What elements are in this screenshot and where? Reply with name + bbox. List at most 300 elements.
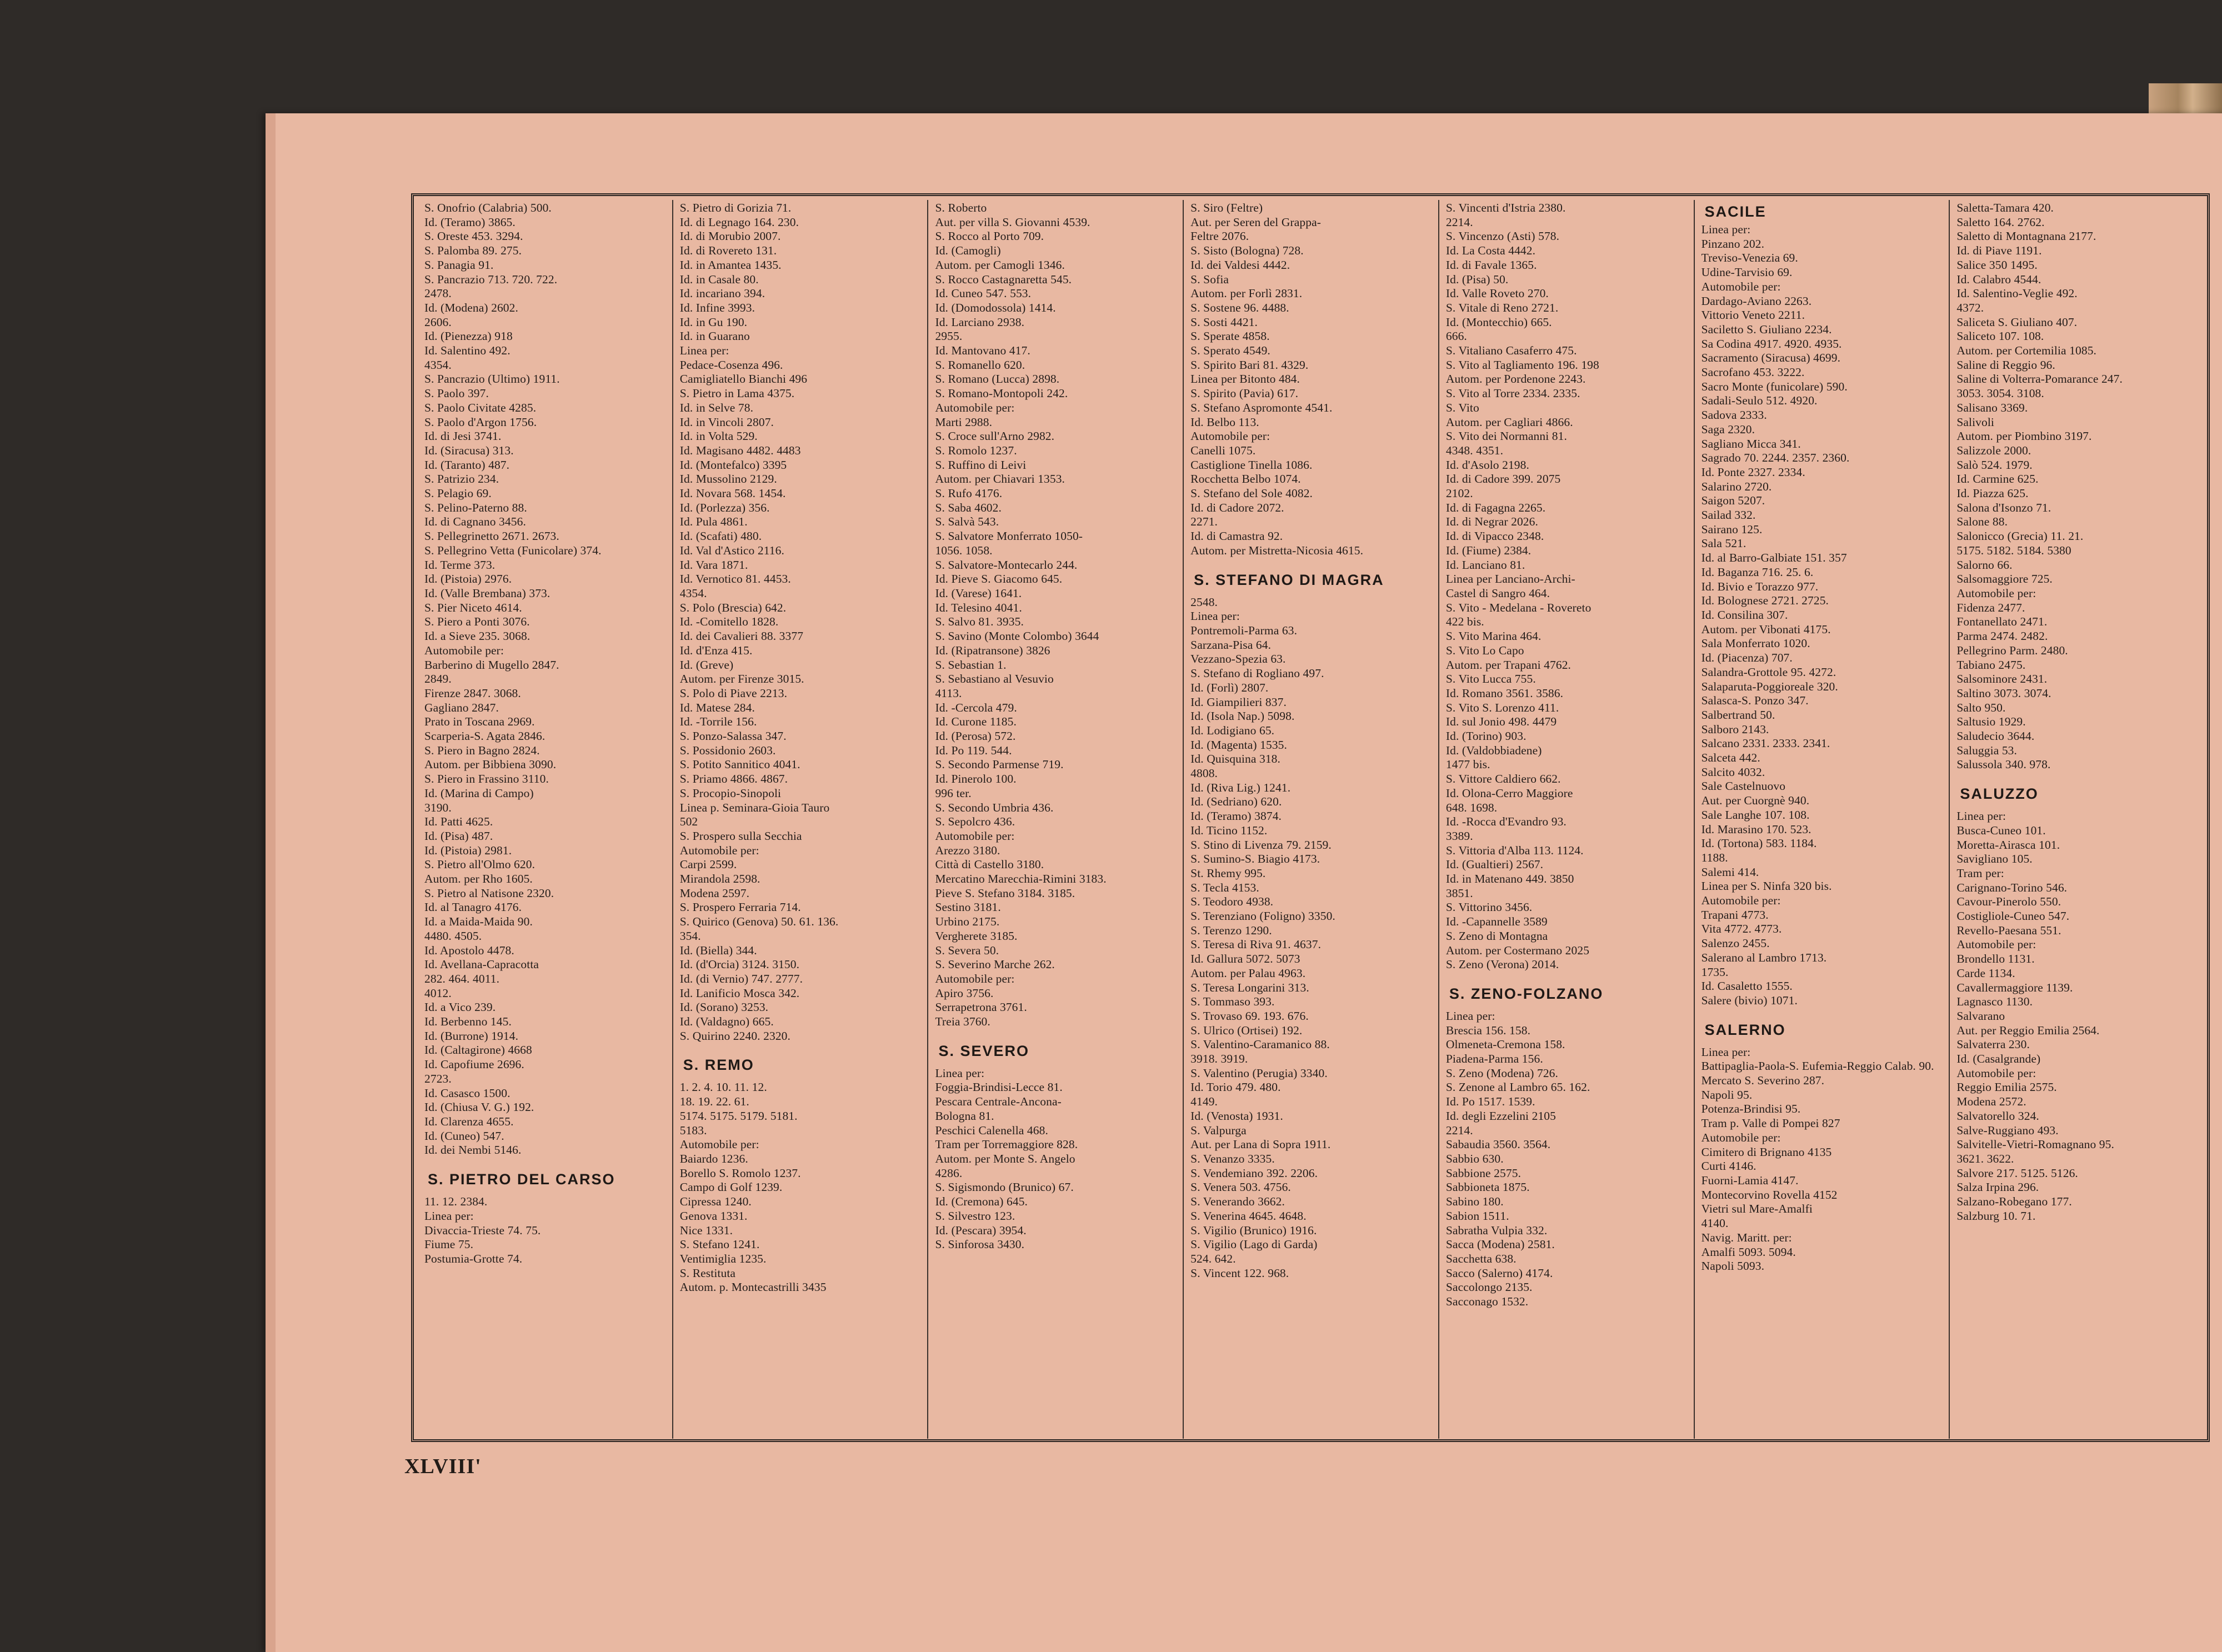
index-entry: Salceta 442.	[1701, 751, 1760, 765]
index-entry: Sarzana-Pisa 64.	[1190, 638, 1272, 652]
index-entry: Olmeneta-Cremona 158.	[1445, 1038, 1565, 1052]
index-entry: S. Vito dei Normanni 81.	[1445, 429, 1567, 443]
index-entry: S. Teodoro 4938.	[1190, 895, 1274, 909]
index-entry: Mercato S. Severino 287.	[1701, 1074, 1825, 1088]
index-entry: Divaccia-Trieste 74. 75.	[424, 1223, 541, 1237]
page-number: XLVIII'	[404, 1455, 482, 1478]
index-entry: S. Paolo d'Argon 1756.	[424, 415, 537, 429]
index-entry: S. Salvatore-Montecarlo 244.	[935, 558, 1078, 572]
index-entry: Linea per:	[1190, 609, 1240, 623]
index-entry: Peschici Calenella 468.	[935, 1123, 1048, 1137]
index-entry: S. Pietro in Lama 4375.	[679, 387, 795, 401]
index-entry: Autom. per Costermano 2025	[1445, 943, 1590, 957]
index-entry: S. Sebastiano al Vesuvio	[935, 672, 1054, 686]
index-entry: Saltusio 1929.	[1956, 715, 2026, 729]
index-entry: Linea per:	[1701, 223, 1751, 236]
index-entry: Sacchetta 638.	[1445, 1251, 1517, 1265]
index-entry: S. Quirico (Genova) 50. 61. 136.	[679, 915, 839, 929]
index-entry: Gagliano 2847.	[424, 700, 499, 714]
index-entry: 4140.	[1701, 1217, 1729, 1230]
index-entry: Id. in Guarano	[679, 329, 750, 343]
index-entry: Aut. per villa S. Giovanni 4539.	[935, 215, 1090, 229]
index-entry: Id. al Barro-Galbiate 151. 357	[1701, 551, 1847, 565]
index-entry: Id. Val d'Astico 2116.	[679, 543, 784, 557]
index-entry: Canelli 1075.	[1190, 443, 1256, 457]
index-entry: Sabbio 630.	[1445, 1152, 1504, 1165]
index-entry: S. Prospero sulla Secchia	[679, 829, 802, 843]
index-entry: 5175. 5182. 5184. 5380	[1956, 543, 2071, 557]
index-entry: Vezzano-Spezia 63.	[1190, 652, 1286, 666]
index-entry: Id. Casasco 1500.	[424, 1086, 511, 1100]
index-entry: Rocchetta Belbo 1074.	[1190, 472, 1301, 486]
index-entry: Saluggia 53.	[1956, 743, 2018, 757]
index-entry: Id. (Piacenza) 707.	[1701, 651, 1793, 665]
index-entry: Id. (Casalgrande)	[1956, 1052, 2041, 1066]
index-entry: Id. Infine 3993.	[679, 301, 755, 314]
index-entry: Id. (Valdagno) 665.	[679, 1015, 774, 1029]
index-entry: S. Tommaso 393.	[1190, 995, 1275, 1009]
index-entry: Cavour-Pinerolo 550.	[1956, 895, 2061, 909]
index-entry: S. Sepolcro 436.	[935, 815, 1015, 829]
index-entry: Salbertrand 50.	[1701, 708, 1775, 722]
index-entry: Automobile per:	[679, 843, 759, 857]
index-entry: Amalfi 5093. 5094.	[1701, 1245, 1796, 1259]
index-entry: Automobile per:	[1701, 1130, 1781, 1144]
index-entry: Id. (Burrone) 1914.	[424, 1029, 519, 1043]
index-entry: S. Patrizio 234.	[424, 472, 499, 486]
station-heading: S. ZENO-FOLZANO	[1449, 985, 1604, 1002]
index-entry: Postumia-Grotte 74.	[424, 1251, 523, 1265]
index-entry: Id. Vernotico 81. 4453.	[679, 572, 791, 586]
index-entry: S. Vigilio (Lago di Garda)	[1190, 1238, 1318, 1251]
index-entry: Salzano-Robegano 177.	[1956, 1195, 2072, 1209]
index-entry: Id. (Valdobbiadene)	[1445, 743, 1542, 757]
index-entry: Napoli 95.	[1701, 1088, 1753, 1102]
index-entry: S. Piero a Ponti 3076.	[424, 615, 530, 629]
index-entry: S. Romanello 620.	[935, 358, 1025, 372]
index-entry: Automobile per:	[935, 972, 1015, 985]
index-entry: Linea per:	[679, 344, 729, 358]
index-entry: Moretta-Airasca 101.	[1956, 838, 2060, 852]
index-entry: S. Sperate 4858.	[1190, 329, 1270, 343]
index-entry: Aut. per Seren del Grappa-	[1190, 215, 1321, 229]
index-entry: Id. in Casale 80.	[679, 272, 759, 286]
index-entry: Linea per:	[424, 1209, 474, 1223]
index-entry: Sacconago 1532.	[1445, 1295, 1529, 1309]
index-entry: Saliceto 107. 108.	[1956, 329, 2044, 343]
index-entry: 2271.	[1190, 515, 1218, 529]
index-entry: Saciletto S. Giuliano 2234.	[1701, 322, 1832, 336]
index-entry: Autom. per Forlì 2831.	[1190, 287, 1303, 301]
index-entry: Bologna 81.	[935, 1109, 994, 1123]
index-entry: 11. 12. 2384.	[424, 1195, 488, 1209]
index-entry: Prato in Toscana 2969.	[424, 715, 535, 729]
index-entry: Id. di Favale 1365.	[1445, 258, 1537, 272]
index-entry: Linea per S. Ninfa 320 bis.	[1701, 879, 1832, 893]
index-entry: Dardago-Aviano 2263.	[1701, 294, 1812, 308]
index-entry: Treviso-Venezia 69.	[1701, 251, 1798, 265]
index-entry: S. Sumino-S. Biagio 4173.	[1190, 852, 1320, 866]
index-entry: S. Pietro all'Olmo 620.	[424, 858, 536, 872]
index-entry: Automobile per:	[1956, 1066, 2036, 1080]
index-entry: Id. Curone 1185.	[935, 715, 1017, 729]
index-entry: Pinzano 202.	[1701, 237, 1765, 251]
index-entry: Autom. per Pordenone 2243.	[1445, 372, 1586, 386]
index-entry: Sabion 1511.	[1445, 1209, 1509, 1223]
index-entry: Marti 2988.	[935, 415, 993, 429]
index-column-3	[927, 200, 1183, 1439]
index-entry: Sabbione 2575.	[1445, 1166, 1522, 1180]
index-entry: Busca-Cuneo 101.	[1956, 823, 2046, 837]
index-entry: 18. 19. 22. 61.	[679, 1095, 749, 1109]
index-entry: Automobile per:	[1701, 894, 1781, 908]
index-entry: S. Spirito Bari 81. 4329.	[1190, 358, 1309, 372]
index-entry: 5183.	[679, 1123, 707, 1137]
index-entry: S. Pietro di Gorizia 71.	[679, 201, 792, 214]
index-entry: 3851.	[1445, 886, 1473, 900]
index-entry: Treia 3760.	[935, 1015, 990, 1029]
index-entry: S. Pelino-Paterno 88.	[424, 500, 527, 514]
index-entry: Id. Giampilieri 837.	[1190, 695, 1287, 709]
index-entry: Id. Casaletto 1555.	[1701, 979, 1793, 993]
index-entry: Salussola 340. 978.	[1956, 758, 2051, 772]
index-entry: Id. (Greve)	[679, 658, 734, 672]
index-entry: Sestino 3181.	[935, 900, 1001, 914]
index-entry: Salaparuta-Poggioreale 320.	[1701, 679, 1838, 693]
index-entry: Id. di Fagagna 2265.	[1445, 500, 1546, 514]
index-entry: S. Terenziano (Foligno) 3350.	[1190, 909, 1335, 923]
index-entry: Salcito 4032.	[1701, 765, 1765, 779]
index-entry: Id. (Fiume) 2384.	[1445, 543, 1532, 557]
index-entry: Id. di Camastra 92.	[1190, 529, 1283, 543]
index-entry: Saletto 164. 2762.	[1956, 215, 2045, 229]
index-entry: 2955.	[935, 329, 963, 343]
index-entry: Saletta-Tamara 420.	[1956, 201, 2054, 214]
index-entry: Saigon 5207.	[1701, 494, 1765, 508]
index-entry: Id. di Morubio 2007.	[679, 229, 781, 243]
index-entry: Modena 2597.	[679, 886, 750, 900]
index-entry: Id. in Vincoli 2807.	[679, 415, 774, 429]
index-entry: Id. Cuneo 547. 553.	[935, 287, 1032, 301]
index-entry: S. Oreste 453. 3294.	[424, 229, 523, 243]
index-entry: Autom. per Mistretta-Nicosia 4615.	[1190, 543, 1364, 557]
index-column-4	[1183, 200, 1438, 1439]
index-entry: Sabbioneta 1875.	[1445, 1180, 1530, 1194]
index-entry: S. Salvatore Monferrato 1050-	[935, 529, 1083, 543]
index-entry: Aut. per Cuorgnè 940.	[1701, 794, 1810, 808]
index-entry: Id. Carmine 625.	[1956, 472, 2039, 486]
index-entry: Id. (Pisa) 487.	[424, 829, 493, 843]
index-entry: Salisano 3369.	[1956, 401, 2028, 414]
index-columns	[418, 200, 2204, 1439]
index-entry: Id. sul Jonio 498. 4479	[1445, 715, 1557, 729]
index-entry: Foggia-Brindisi-Lecce 81.	[935, 1080, 1063, 1094]
index-entry: Salone 88.	[1956, 515, 2008, 529]
index-entry: Id. Po 119. 544.	[935, 743, 1012, 757]
index-entry: S. Vito Lucca 755.	[1445, 672, 1536, 686]
index-entry: Sacro Monte (funicolare) 590.	[1701, 379, 1848, 393]
index-entry: S. Stefano del Sole 4082.	[1190, 487, 1313, 500]
index-entry: S. Venerando 3662.	[1190, 1195, 1285, 1209]
index-entry: S. Vincenzo (Asti) 578.	[1445, 229, 1560, 243]
index-entry: Id. (Taranto) 487.	[424, 458, 510, 472]
index-entry: S. Zeno (Verona) 2014.	[1445, 958, 1559, 972]
station-heading: S. STEFANO DI MAGRA	[1194, 571, 1384, 588]
index-entry: 2214.	[1445, 1123, 1473, 1137]
index-entry: Salcano 2331. 2333. 2341.	[1701, 737, 1830, 750]
index-entry: 996 ter.	[935, 786, 972, 800]
index-entry: Id. (Biella) 344.	[679, 943, 757, 957]
index-entry: Fontanellato 2471.	[1956, 615, 2048, 629]
index-entry: S. Ponzo-Salassa 347.	[679, 729, 787, 743]
index-entry: Nice 1331.	[679, 1223, 733, 1237]
index-entry: Mercatino Marecchia-Rimini 3183.	[935, 872, 1107, 886]
index-entry: Id. Bivio e Torazzo 977.	[1701, 579, 1819, 593]
index-entry: Id. (Siracusa) 313.	[424, 443, 514, 457]
index-entry: Salona d'Isonzo 71.	[1956, 500, 2051, 514]
index-entry: Modena 2572.	[1956, 1095, 2026, 1109]
index-entry: Id. Bolognese 2721. 2725.	[1701, 594, 1829, 608]
index-entry: S. Severino Marche 262.	[935, 958, 1055, 972]
index-entry: Id. (Ripatransone) 3826	[935, 643, 1050, 657]
index-entry: Id. -Capannelle 3589	[1445, 915, 1548, 929]
index-entry: Id. di Piave 1191.	[1956, 244, 2042, 258]
station-heading: SACILE	[1704, 203, 1766, 220]
index-entry: S. Romano-Montopoli 242.	[935, 387, 1068, 401]
index-entry: Salve-Ruggiano 493.	[1956, 1123, 2059, 1137]
index-entry: S. Venera 503. 4756.	[1190, 1180, 1291, 1194]
index-entry: Sacramento (Siracusa) 4699.	[1701, 351, 1841, 365]
index-entry: S. Vigilio (Brunico) 1916.	[1190, 1223, 1317, 1237]
index-entry: Id. (Pescara) 3954.	[935, 1223, 1027, 1237]
index-entry: S. Stefano Aspromonte 4541.	[1190, 401, 1333, 414]
index-entry: Id. Mantovano 417.	[935, 344, 1030, 358]
index-entry: Tabiano 2475.	[1956, 658, 2026, 672]
index-entry: S. Priamo 4866. 4867.	[679, 772, 788, 786]
index-entry: Cavallermaggiore 1139.	[1956, 980, 2073, 994]
index-entry: Salvarano	[1956, 1009, 2005, 1023]
index-entry: Id. di Legnago 164. 230.	[679, 215, 799, 229]
index-entry: Sale Langhe 107. 108.	[1701, 808, 1810, 822]
index-entry: Id. (Tortona) 583. 1184.	[1701, 837, 1817, 850]
index-entry: Id. Capofiume 2696.	[424, 1058, 524, 1072]
index-entry: Id. (Torino) 903.	[1445, 729, 1527, 743]
index-entry: Id. incariano 394.	[679, 287, 765, 301]
index-entry: Linea p. Seminara-Gioia Tauro	[679, 800, 830, 814]
index-entry: S. Stino di Livenza 79. 2159.	[1190, 838, 1332, 852]
index-entry: Id. Consilina 307.	[1701, 608, 1788, 622]
index-entry: Id. (Sorano) 3253.	[679, 1000, 769, 1014]
index-column-5	[1438, 200, 1694, 1439]
index-entry: S. Sosti 4421.	[1190, 315, 1258, 329]
index-entry: Automobile per:	[1190, 429, 1270, 443]
index-entry: Id. Magisano 4482. 4483	[679, 443, 801, 457]
index-entry: Id. (Varese) 1641.	[935, 586, 1022, 600]
index-entry: Id. in Amantea 1435.	[679, 258, 782, 272]
index-entry: S. Zeno (Modena) 726.	[1445, 1066, 1559, 1080]
index-entry: Id. (Montecchio) 665.	[1445, 315, 1552, 329]
index-entry: Trapani 4773.	[1701, 908, 1769, 922]
index-entry: Vittorio Veneto 2211.	[1701, 308, 1805, 322]
index-entry: Campo di Golf 1239.	[679, 1180, 783, 1194]
index-entry: S. Sebastian 1.	[935, 658, 1007, 672]
index-entry: S. Pellegrinetto 2671. 2673.	[424, 529, 559, 543]
index-entry: S. Sigismondo (Brunico) 67.	[935, 1180, 1074, 1194]
index-entry: Salarino 2720.	[1701, 479, 1772, 493]
index-entry: Urbino 2175.	[935, 915, 1000, 929]
index-entry: Id. (Sedriano) 620.	[1190, 795, 1282, 809]
index-entry: Brondello 1131.	[1956, 952, 2035, 966]
index-entry: S. Sostene 96. 4488.	[1190, 301, 1289, 314]
index-entry: S. Teresa Longarini 313.	[1190, 980, 1309, 994]
index-entry: S. Vito al Torre 2334. 2335.	[1445, 387, 1580, 401]
index-entry: S. Vito - Medelana - Rovereto	[1445, 600, 1592, 614]
index-entry: Id. (Isola Nap.) 5098.	[1190, 709, 1295, 723]
index-entry: Linea per:	[1445, 1009, 1495, 1023]
index-entry: Saline di Volterra-Pomarance 247.	[1956, 372, 2123, 386]
index-entry: Sabino 180.	[1445, 1195, 1504, 1209]
index-entry: Automobile per:	[1956, 938, 2036, 952]
index-entry: S. Terenzo 1290.	[1190, 923, 1272, 937]
index-entry: Id. Ticino 1152.	[1190, 823, 1268, 837]
index-entry: Camigliatello Bianchi 496	[679, 372, 808, 386]
index-entry: Id. Apostolo 4478.	[424, 943, 514, 957]
index-entry: 4808.	[1190, 767, 1218, 780]
index-entry: S. Siro (Feltre)	[1190, 201, 1263, 214]
index-entry: Pellegrino Parm. 2480.	[1956, 643, 2068, 657]
index-entry: 524. 642.	[1190, 1251, 1236, 1265]
index-entry: Cimitero di Brignano 4135	[1701, 1145, 1832, 1159]
index-entry: Aut. per Lana di Sopra 1911.	[1190, 1138, 1331, 1152]
index-entry: S. Vendemiano 392. 2206.	[1190, 1166, 1318, 1180]
index-entry: S. Sinforosa 3430.	[935, 1238, 1025, 1251]
index-entry: S. Stefano di Rogliano 497.	[1190, 667, 1324, 680]
index-entry: 4113.	[935, 686, 962, 700]
index-entry: 3389.	[1445, 829, 1473, 843]
index-entry: 2723.	[424, 1072, 452, 1085]
index-entry: Id. Pula 4861.	[679, 515, 748, 529]
index-entry: S. Vito al Tagliamento 196. 198	[1445, 358, 1599, 372]
index-entry: 502	[679, 815, 698, 829]
index-entry: S. Trovaso 69. 193. 676.	[1190, 1009, 1309, 1023]
index-column-2	[672, 200, 928, 1439]
index-entry: Id. Po 1517. 1539.	[1445, 1095, 1535, 1109]
index-entry: Id. Quisquina 318.	[1190, 752, 1280, 766]
index-entry: Fuorni-Lamia 4147.	[1701, 1174, 1799, 1187]
index-entry: Id. (Marina di Campo)	[424, 786, 534, 800]
index-entry: Salvaterra 230.	[1956, 1038, 2030, 1052]
index-entry: Autom. per Monte S. Angelo	[935, 1152, 1075, 1165]
index-entry: Tram per Torremaggiore 828.	[935, 1138, 1078, 1152]
index-entry: Id. Avellana-Capracotta	[424, 958, 539, 972]
index-entry: 1477 bis.	[1445, 758, 1490, 772]
index-entry: Id. (Magenta) 1535.	[1190, 738, 1288, 752]
index-entry: Salto 950.	[1956, 700, 2006, 714]
index-entry: Id. Valle Roveto 270.	[1445, 287, 1549, 301]
index-entry: Salemi 414.	[1701, 865, 1759, 879]
index-entry: Id. Berbenno 145.	[424, 1015, 512, 1029]
index-entry: S. Onofrio (Calabria) 500.	[424, 201, 552, 214]
index-entry: 5174. 5175. 5179. 5181.	[679, 1109, 798, 1123]
index-entry: Id. (Forlì) 2807.	[1190, 680, 1269, 694]
index-entry: Reggio Emilia 2575.	[1956, 1080, 2057, 1094]
index-entry: Automobile per:	[1701, 279, 1781, 293]
index-entry: Id. Baganza 716. 25. 6.	[1701, 565, 1814, 579]
index-entry: Napoli 5093.	[1701, 1259, 1765, 1273]
index-entry: 2478.	[424, 287, 452, 301]
index-entry: Id. (di Vernio) 747. 2777.	[679, 972, 803, 985]
index-entry: Autom. per Cortemilia 1085.	[1956, 344, 2097, 358]
index-entry: Lagnasco 1130.	[1956, 995, 2033, 1009]
index-entry: Id. (Porlezza) 356.	[679, 500, 770, 514]
index-entry: Castel di Sangro 464.	[1445, 586, 1550, 600]
index-entry: S. Piero in Frassino 3110.	[424, 772, 549, 786]
index-entry: 4286.	[935, 1166, 963, 1180]
index-entry: Autom. per Palau 4963.	[1190, 966, 1306, 980]
index-column-1	[418, 200, 672, 1439]
index-entry: 2606.	[424, 315, 452, 329]
index-entry: 3918. 3919.	[1190, 1052, 1248, 1066]
index-entry: Id. La Costa 4442.	[1445, 244, 1536, 258]
index-entry: Id. d'Enza 415.	[679, 643, 753, 657]
index-entry: Id. (Valle Brembana) 373.	[424, 586, 551, 600]
index-entry: Linea per Lanciano-Archi-	[1445, 572, 1575, 586]
index-entry: 354.	[679, 929, 701, 943]
index-entry: S. Ruffino di Leivi	[935, 458, 1027, 472]
index-entry: Sailad 332.	[1701, 508, 1756, 522]
index-entry: Id. Pinerolo 100.	[935, 772, 1017, 786]
index-entry: Id. Clarenza 4655.	[424, 1115, 514, 1128]
index-entry: S. Pancrazio 713. 720. 722.	[424, 272, 558, 286]
index-entry: S. Zeno di Montagna	[1445, 929, 1548, 943]
index-entry: S. Vincenti d'Istria 2380.	[1445, 201, 1566, 214]
index-entry: S. Paolo Civitate 4285.	[424, 401, 537, 414]
index-entry: S. Salvo 81. 3935.	[935, 615, 1024, 629]
index-entry: Sacca (Modena) 2581.	[1445, 1238, 1555, 1251]
index-entry: S. Romolo 1237.	[935, 443, 1017, 457]
index-entry: S. Vincent 122. 968.	[1190, 1266, 1289, 1280]
index-entry: Id. -Torrile 156.	[679, 715, 757, 729]
index-entry: 4348. 4351.	[1445, 443, 1504, 457]
index-entry: S. Salvà 543.	[935, 515, 999, 529]
index-entry: Autom. per Firenze 3015.	[679, 672, 804, 686]
index-entry: Sairano 125.	[1701, 522, 1763, 536]
index-entry: Id. (Pienezza) 918	[424, 329, 513, 343]
index-entry: S. Savino (Monte Colombo) 3644	[935, 629, 1099, 643]
index-entry: S. Tecla 4153.	[1190, 880, 1259, 894]
index-entry: S. Valentino (Perugia) 3340.	[1190, 1066, 1328, 1080]
index-entry: Vietri sul Mare-Amalfi	[1701, 1202, 1813, 1216]
index-entry: Feltre 2076.	[1190, 229, 1249, 243]
index-entry: S. Spirito (Pavia) 617.	[1190, 387, 1299, 401]
index-entry: S. Secondo Parmense 719.	[935, 758, 1064, 772]
index-entry: Saludecio 3644.	[1956, 729, 2035, 743]
index-entry: S. Paolo 397.	[424, 387, 489, 401]
index-entry: Id. (Caltagirone) 4668	[424, 1043, 532, 1057]
index-entry: Udine-Tarvisio 69.	[1701, 266, 1793, 279]
index-entry: Id. Marasino 170. 523.	[1701, 822, 1811, 836]
index-entry: Fidenza 2477.	[1956, 600, 2025, 614]
index-entry: Autom. per Camogli 1346.	[935, 258, 1065, 272]
index-entry: Sagliano Micca 341.	[1701, 437, 1801, 450]
station-heading: S. PIETRO DEL CARSO	[428, 1171, 615, 1188]
index-entry: S. Croce sull'Arno 2982.	[935, 429, 1055, 443]
index-entry: Salza Irpina 296.	[1956, 1180, 2039, 1194]
index-entry: Autom. per Bibbiena 3090.	[424, 758, 557, 772]
index-entry: Id. Gallura 5072. 5073	[1190, 952, 1300, 966]
index-entry: Salorno 66.	[1956, 558, 2013, 572]
index-entry: S. Roberto	[935, 201, 987, 214]
